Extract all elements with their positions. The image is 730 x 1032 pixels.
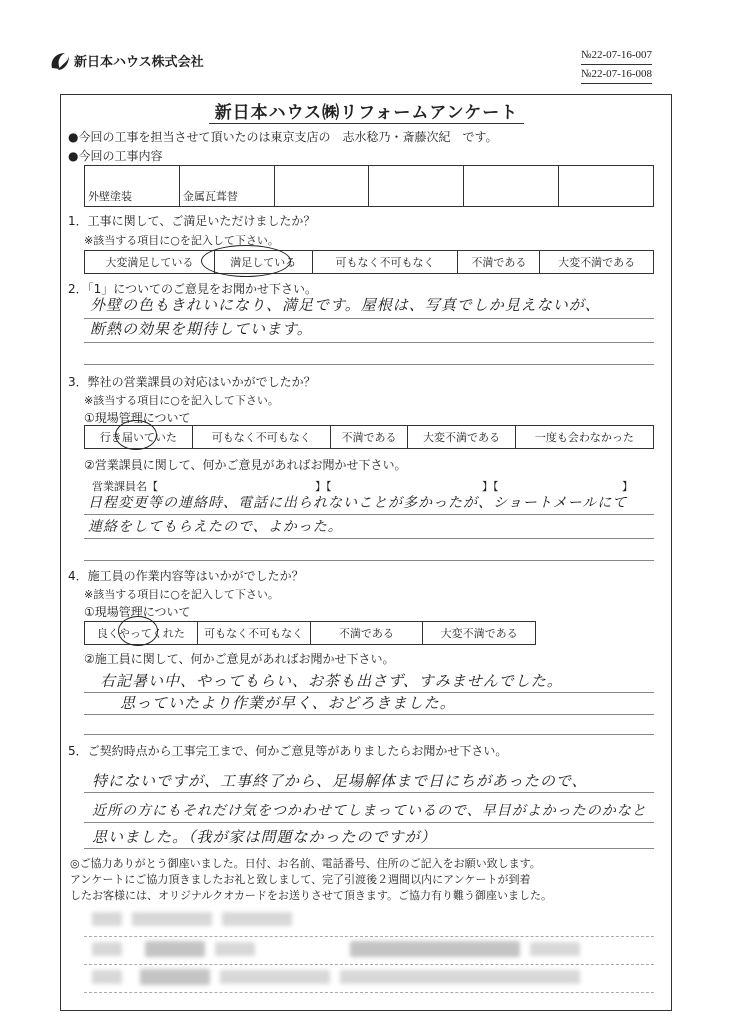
q1-option[interactable]: 大変満足している	[85, 251, 215, 274]
q3-option[interactable]: 一度も会わなかった	[515, 426, 653, 449]
q4-answer-line: 思っていたより作業が早く、おどろきました。	[120, 694, 456, 712]
company-name: 新日本ハウス株式会社	[74, 54, 204, 70]
work-item	[464, 166, 559, 207]
info-rule	[84, 992, 654, 993]
q3-option-selected[interactable]: 行き届いていた	[85, 426, 193, 449]
q3-answer-line: 連絡をしてもらえたので、よかった。	[88, 519, 343, 535]
q3-option[interactable]: 可もなく不可もなく	[192, 426, 330, 449]
q1-note: ※該当する項目に○を記入して下さい。	[84, 234, 279, 247]
footer-notes	[70, 856, 665, 904]
work-item: 金属瓦葺替	[179, 166, 274, 207]
answer-rule	[84, 560, 654, 561]
redacted-block	[140, 969, 210, 985]
q1-option[interactable]: 可もなく不可もなく	[312, 251, 458, 274]
answer-rule	[84, 848, 654, 849]
redacted-block	[92, 912, 122, 926]
selection-circle	[115, 420, 157, 450]
answer-rule	[84, 342, 654, 343]
work-heading: ●今回の工事内容	[68, 149, 163, 163]
work-table	[84, 165, 654, 207]
q3-options	[84, 425, 654, 449]
q5-answer-line: 思いました。（我が家は問題なかったのですが）	[92, 828, 437, 846]
q5-answer-line: 特にないですが、工事終了から、足場解体まで日にちがあったので、	[92, 772, 588, 790]
answer-rule	[84, 538, 654, 539]
q4-sub-heading: ②施工員に関して、何かご意見があればお聞かせ下さい。	[84, 652, 395, 666]
q4-note: ※該当する項目に○を記入して下さい。	[84, 588, 279, 601]
bracket-mark: 】【	[482, 480, 499, 493]
company-logo-icon	[48, 50, 68, 70]
answer-rule	[84, 822, 654, 823]
q5-answer-line: 近所の方にもそれだけ気をつかわせてしまっているので、早目がよかったのかなと	[92, 803, 647, 819]
redacted-block	[530, 942, 580, 956]
redacted-block	[340, 970, 580, 984]
q3-answer-line: 日程変更等の連絡時、電話に出られないことが多かったが、ショートメールにて	[88, 495, 628, 511]
info-rule	[84, 964, 654, 965]
redacted-block	[92, 970, 122, 984]
q5-question: 5．ご契約時点から工事完工まで、何かご意見等がありましたらお聞かせ下さい。	[68, 744, 508, 758]
q3-option[interactable]: 大変不満である	[408, 426, 516, 449]
q3-question: 3．弊社の営業課員の対応はいかがでしたか？	[68, 375, 316, 389]
q3-sub-heading: ①現場管理について	[84, 411, 191, 425]
q4-question: 4．施工員の作業内容等はいかがでしたか？	[68, 569, 304, 583]
q2-answer-line: 断熱の効果を期待しています。	[90, 320, 313, 338]
answer-rule	[84, 364, 654, 365]
q3-note: ※該当する項目に○を記入して下さい。	[84, 394, 279, 407]
company-logo	[48, 50, 204, 70]
work-item	[274, 166, 369, 207]
q1-question: 1．工事に関して、ご満足いただけましたか？	[68, 214, 316, 228]
redacted-block	[350, 941, 520, 957]
redacted-block	[132, 912, 212, 926]
q1-option-selected[interactable]: 満足している	[214, 251, 312, 274]
q4-option[interactable]: 不満である	[310, 622, 423, 645]
redacted-block	[145, 941, 205, 957]
document-numbers	[581, 46, 652, 84]
answer-rule	[84, 734, 654, 735]
work-item: 外壁塗装	[85, 166, 180, 207]
q1-option[interactable]: 大変不満である	[540, 251, 654, 274]
form-title: 新日本ハウス㈱リフォームアンケート	[60, 98, 673, 123]
work-item	[369, 166, 464, 207]
work-item	[559, 166, 654, 207]
q1-options	[84, 250, 654, 274]
document-number: №22-07-16-008	[581, 65, 652, 84]
q4-option[interactable]: 大変不満である	[423, 622, 536, 645]
redacted-block	[220, 970, 330, 984]
q2-answer-line: 外壁の色もきれいになり、満足です。屋根は、写真でしか見えないが、	[90, 296, 601, 314]
q1-option[interactable]: 不満である	[458, 251, 540, 274]
q4-answer-line: 右記暑い中、やってもらい、お茶も出さず、すみませんでした。	[100, 672, 563, 690]
redacted-block	[215, 942, 255, 956]
q4-option[interactable]: 可もなく不可もなく	[197, 622, 310, 645]
staff-line: ●今回の工事を担当させて頂いたのは東京支店の 志水稔乃・斎藤次紀 です。	[68, 130, 498, 144]
q4-option-selected[interactable]: 良くやってくれた	[85, 622, 198, 645]
footer-line: アンケートにご協力頂きましたお礼と致しまして、完了引渡後２週間以内にアンケートが到着	[70, 873, 531, 886]
footer-line: ◎ご協力ありがとう御座いました。日付、お名前、電話番号、住所のご記入をお願い致します。	[70, 857, 541, 870]
bracket-mark: 】【	[315, 480, 332, 493]
selection-circle	[201, 245, 291, 277]
document-number: №22-07-16-007	[581, 46, 652, 65]
answer-rule	[84, 792, 654, 793]
q3-sub-heading: ②営業課員に関して、何かご意見があればお聞かせ下さい。	[84, 458, 407, 472]
q2-question: 2．「1」についてのご意見をお聞かせ下さい。	[68, 282, 318, 296]
answer-rule	[84, 714, 654, 715]
selection-circle	[118, 616, 158, 646]
q4-sub-heading: ①現場管理について	[84, 605, 191, 619]
info-rule	[84, 936, 654, 937]
answer-rule	[84, 514, 654, 515]
footer-line: したお客様には、オリジナルクオカードをお送りさせて頂きます。ご協力有り難う御座いました。	[70, 889, 553, 902]
redacted-block	[92, 942, 122, 956]
redacted-block	[222, 912, 292, 926]
bracket-mark: 】	[622, 480, 633, 493]
staff-name-label: 営業課員名【	[92, 480, 158, 493]
q3-option[interactable]: 不満である	[330, 426, 407, 449]
